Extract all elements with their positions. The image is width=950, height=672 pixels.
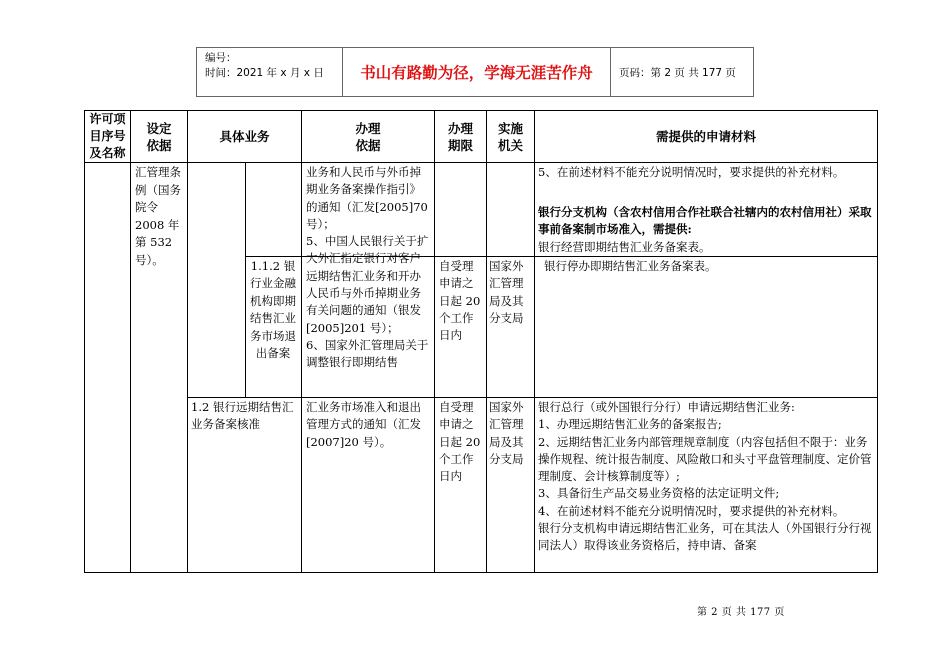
row1-materials-form: 银行经营即期结售汇业务备案表。	[538, 240, 711, 254]
row1-handling-basis: 业务和人民币与外币掉期业务备案操作指引》的通知（汇发[2005]70 号）； 5、中国人民银行关于扩大外汇指定银行对客户远期结售汇业务和开办人民币与外币掉期业务有关问题的通知（银发[2005]201 号）； 6、国家外汇管理局关于调整银行即期结售	[306, 165, 429, 370]
header-authority: 实施机关	[497, 120, 523, 153]
row3-handling-basis: 汇业务市场准入和退出管理方式的通知（汇发[2007]20 号）。	[306, 400, 421, 449]
header-motto: 书山有路勤为径，学海无涯苦作舟	[343, 48, 611, 96]
col-divider-3	[245, 162, 246, 397]
col-divider-5	[434, 111, 435, 572]
row3-deadline: 自受理申请之日起 20 个工作日内	[439, 400, 481, 484]
time-label: 时间：2021 年 x 月 x 日	[205, 67, 324, 79]
col-divider-2	[187, 111, 188, 572]
basis-text: 汇管理条例（国务院令 2008 年第 532 号）。	[135, 165, 181, 267]
number-label: 编号：	[205, 52, 237, 64]
row2-sub-business: 1.1.2 银行业金融机构即期结售汇业务市场退出备案	[250, 259, 296, 361]
header-handling-basis: 办理依据	[355, 120, 381, 153]
row3-materials: 银行总行（或外国银行分行）申请远期结售汇业务: 1、办理远期结售汇业务的备案报告; 2、远期结售汇业务内部管理规章制度（内容包括但不限于：业务操作规程、统计报告制度、风险敞口和头寸平盘管理制度、定价管理制度、会计核算制度等）; 3、具备衍生产品交易业务资格的法定证明文件; 4、在前述材料不能充分说明情况时，要求提供的补充材料。 银行分支机构申请远期结售汇业务，可在其法人（外国银行分行视同法人）取得该业务资格后，持申请、备案	[538, 400, 872, 553]
row3-authority: 国家外汇管理局及其分支局	[489, 400, 524, 466]
row3-business: 1.2 银行远期结售汇业务备案核准	[191, 400, 294, 432]
header-materials: 需提供的申请材料	[655, 129, 756, 144]
page-footer: 第 2 页 共 177 页	[697, 607, 785, 618]
header-row-divider	[85, 162, 877, 163]
page-header	[196, 47, 754, 97]
row2-authority: 国家外汇管理局及其分支局	[489, 259, 524, 325]
header-basis: 设定依据	[146, 120, 172, 153]
row2-deadline: 自受理申请之日起 20 个工作日内	[439, 259, 481, 343]
header-permit-item: 许可项目序号及名称	[89, 112, 126, 160]
header-meta	[197, 48, 343, 96]
col-divider-1	[130, 111, 131, 572]
header-deadline: 办理期限	[447, 120, 473, 153]
header-business: 具体业务	[219, 129, 270, 144]
row1-materials-supplement: 5、在前述材料不能充分说明情况时，要求提供的补充材料。	[538, 165, 845, 179]
col-divider-7	[534, 111, 535, 572]
row2-divider	[187, 397, 877, 398]
col-divider-6	[486, 111, 487, 572]
row2-materials: 银行停办即期结售汇业务备案表。	[544, 259, 717, 273]
row1-materials-branch-heading: 银行分支机构（含农村信用合作社联合社辖内的农村信用社）采取事前备案制市场准入，需提供:	[538, 205, 872, 237]
header-page-label: 页码：第 2 页 共 177 页	[619, 66, 736, 79]
materials-table	[84, 110, 878, 573]
col-divider-4	[301, 111, 302, 572]
